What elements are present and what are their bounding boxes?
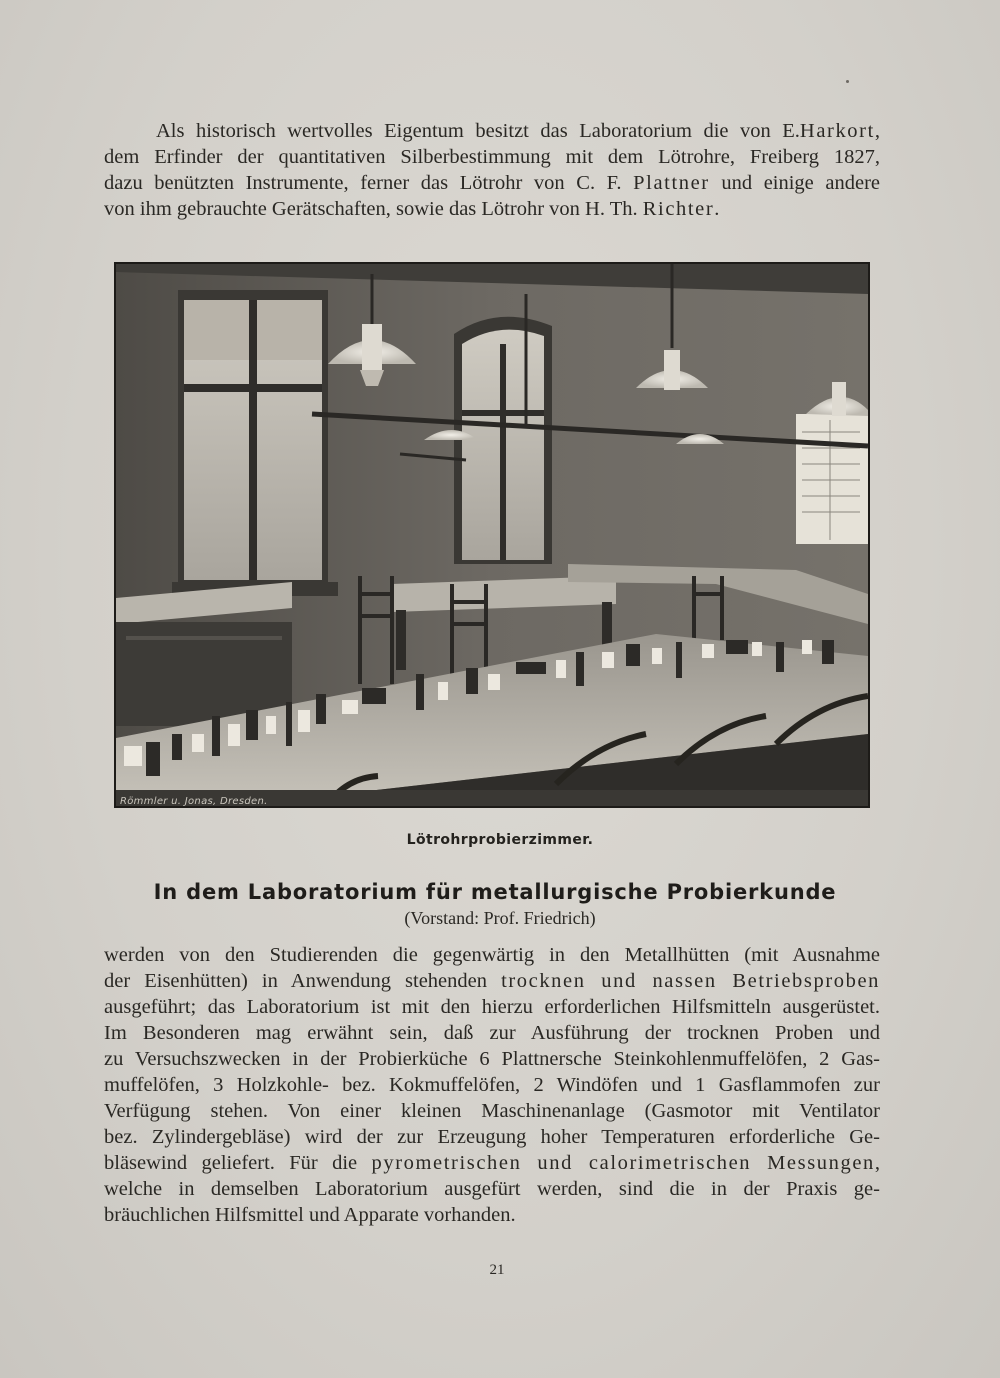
text-line: bräuchlichen Hilfsmittel und Apparate vorhanden. [104,1204,516,1226]
photographer-mark: Römmler u. Jonas, Dresden. [120,796,268,807]
subheading-text: (Vorstand: Prof. Friedrich) [404,908,596,928]
section-heading: In dem Laboratorium für metallurgische Probierkunde [153,880,837,904]
text-line: welche in demselben Laboratorium ausgefürt werden, sind die in der Praxis ge- [104,1178,880,1200]
text-line: muffelöfen, 3 Holzkohle- bez. Kokmuffelöfen, 2 Windöfen und 1 Gasflammofen zur [104,1074,880,1096]
section-subheading [0,908,1000,929]
text-line: Im Besonderen mag erwähnt sein, daß zur Ausführung der trocknen Proben und [104,1022,880,1044]
figure-caption: Lötrohrprobierzimmer. [406,832,594,848]
text-line: werden von den Studierenden die gegenwärtig in den Metallhütten (mit Ausnahme [104,944,880,966]
text-line: der Eisenhütten) in Anwendung stehenden trocknen und nassen Betriebsproben [104,970,880,992]
text-line: Als historisch wertvolles Eigentum besitzt das Laboratorium die von E.Harkort, [156,120,880,142]
speck [846,80,849,83]
text-line: bez. Zylindergebläse) wird der zur Erzeugung hoher Temperaturen erforderliche Ge- [104,1126,880,1148]
intro-paragraph [104,118,880,222]
text-line: von ihm gebrauchte Gerätschaften, sowie das Lötrohr von H. Th. Richter. [104,198,720,220]
text-line: Verfügung stehen. Von einer kleinen Maschinenanlage (Gasmotor mit Ventilator [104,1100,880,1122]
body-paragraph [104,942,880,1228]
laboratory-photograph [114,262,870,808]
page-number: 21 [489,1262,505,1278]
text-line: ausgeführt; das Laboratorium ist mit den hierzu erforderlichen Hilfsmitteln ausgerüstet. [104,996,880,1018]
text-line: bläsewind geliefert. Für die pyrometrischen und calorimetrischen Messungen, [104,1152,881,1174]
text-line: dem Erfinder der quantitativen Silberbestimmung mit dem Lötrohre, Freiberg 1827, [104,146,880,168]
text-line: zu Versuchszwecken in der Probierküche 6 Plattnersche Steinkohlenmuffelöfen, 2 Gas- [104,1048,880,1070]
text-line: dazu benützten Instrumente, ferner das Lötrohr von C. F. Plattner und einige andere [104,172,881,194]
